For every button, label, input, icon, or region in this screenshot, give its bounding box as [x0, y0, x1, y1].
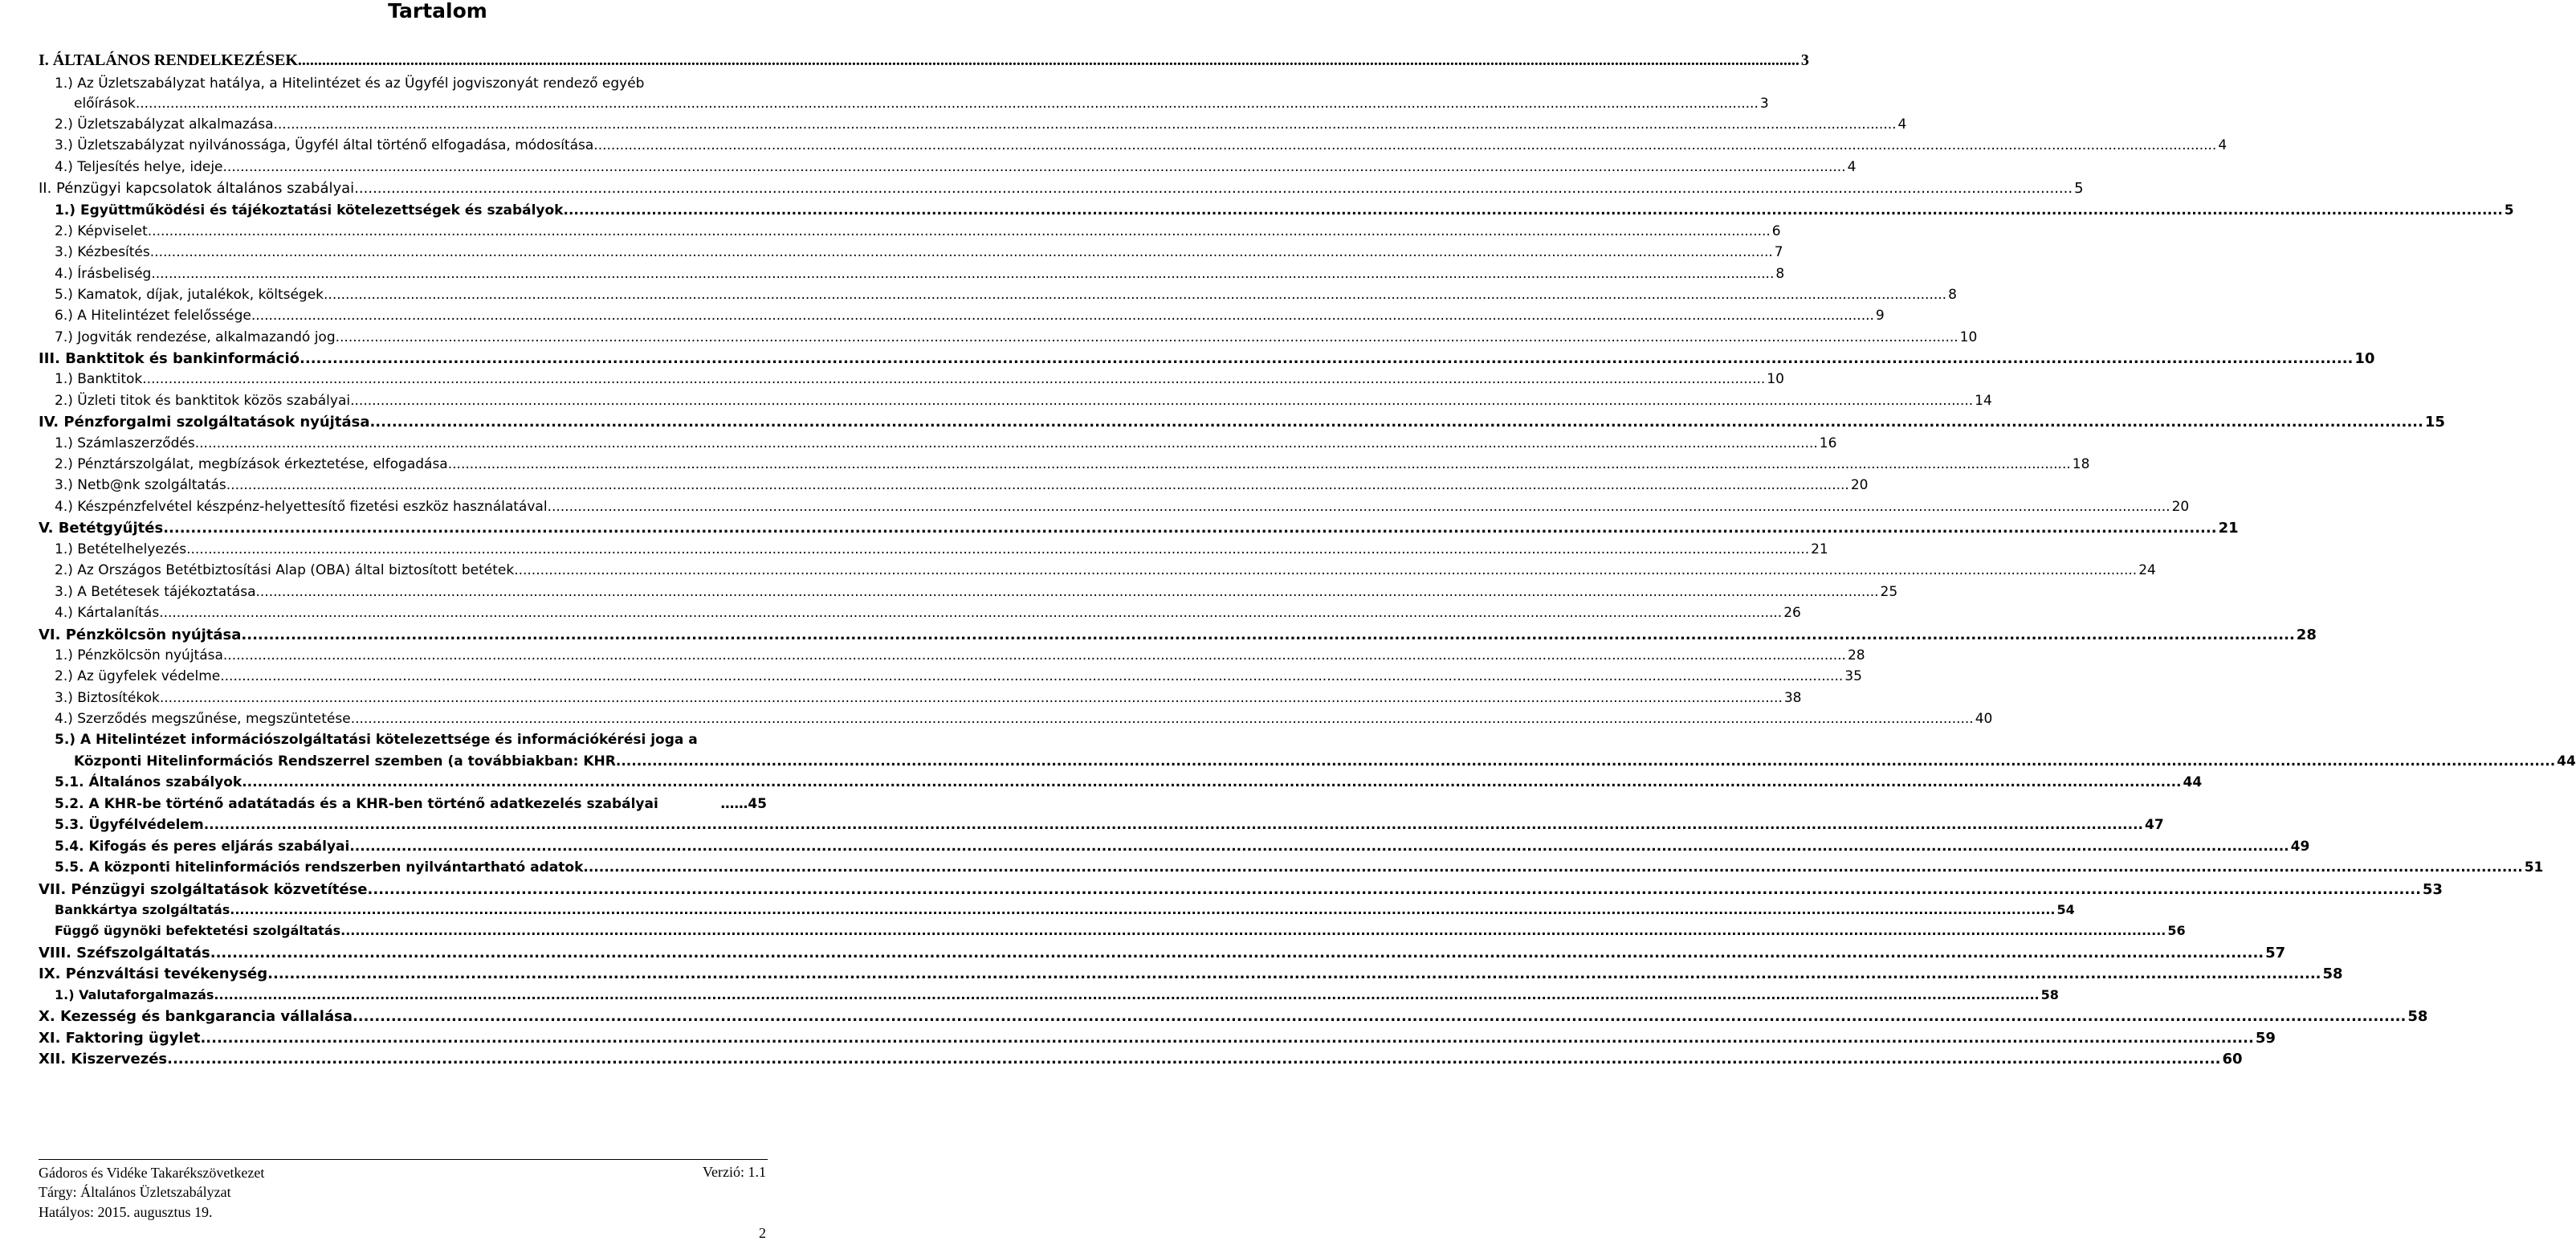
toc-leader-dots: [274, 116, 1897, 133]
toc-leader-dots: [223, 647, 1846, 663]
toc-entry: [55, 902, 2075, 917]
toc-entry-title: 3.) Biztosítékok: [55, 690, 160, 706]
toc-entry-page: 3: [1800, 51, 1809, 69]
toc-entry-title: VIII. Széfszolgáltatás: [39, 945, 210, 961]
toc-entry: [55, 266, 1785, 282]
toc-entry-title: 5.3. Ügyfélvédelem: [55, 817, 204, 833]
toc-entry-title: IX. Pénzváltási tevékenység: [39, 965, 268, 982]
toc-entry-page: 20: [1850, 477, 1869, 493]
toc-entry-page: 28: [1847, 647, 1865, 663]
toc-entry-title: III. Banktitok és bankinformáció: [39, 350, 300, 367]
toc-entry-page: 25: [1880, 584, 1898, 600]
toc-entry-title: 3.) Kézbesítés: [55, 244, 150, 260]
toc-entry-page: ……45: [720, 796, 767, 812]
toc-entry: [39, 945, 2286, 961]
toc-leader-dots: [251, 308, 1874, 324]
toc-leader-dots: [616, 753, 2555, 770]
footer-effective-date: Hatályos: 2015. augusztus 19.: [39, 1204, 213, 1220]
toc-leader-dots: [298, 51, 1800, 70]
toc-leader-dots: [349, 839, 2289, 855]
toc-entry-title: I. ÁLTALÁNOS RENDELKEZÉSEK: [39, 51, 298, 69]
toc-entry-title: 2.) Üzleti titok és banktitok közös szabályai: [55, 393, 351, 409]
toc-entry-title: 4.) Szerződés megszűnése, megszüntetése: [55, 711, 351, 727]
toc-leader-dots: [340, 923, 2166, 938]
toc-entry-page: 53: [2422, 881, 2443, 898]
toc-entry-page: 6: [1771, 223, 1781, 239]
toc-entry-title: VI. Pénzkölcsön nyújtása: [39, 627, 242, 643]
toc-entry-title: 2.) Az Országos Betétbiztosítási Alap (OBA) által biztosított betétek: [55, 562, 515, 578]
toc-entry-title: 4.) Kártalanítás: [55, 605, 160, 621]
toc-leader-dots: [583, 859, 2522, 876]
toc-entry-page: 51: [2524, 859, 2544, 876]
toc-entry-title: IV. Pénzforgalmi szolgáltatások nyújtása: [39, 414, 370, 431]
toc-leader-dots: [448, 456, 2071, 472]
toc-entry: [55, 159, 1857, 175]
toc-entry-title: 2.) Képviselet: [55, 223, 148, 239]
toc-entry: [39, 520, 2239, 537]
toc-entry: [55, 839, 2310, 855]
toc-entry-page: 4: [1897, 116, 1907, 133]
toc-entry-title: 3.) Netb@nk szolgáltatás: [55, 477, 226, 493]
toc-entry: [55, 987, 2059, 1002]
toc-entry: [55, 116, 1907, 133]
toc-entry-page: 10: [1959, 329, 1978, 345]
toc-entry-page: 9: [1875, 308, 1885, 324]
toc-entry-title: 3.) Üzletszabályzat nyilvánossága, Ügyfél által történő elfogadása, módosítása: [55, 137, 594, 153]
toc-leader-dots: [336, 329, 1958, 345]
footer-page-number: 2: [759, 1225, 766, 1241]
toc-entry: [55, 541, 1828, 557]
toc-entry-page: 54: [2056, 902, 2075, 917]
toc-leader-dots: [593, 137, 2216, 153]
toc-entry-page: 58: [2322, 965, 2343, 982]
toc-leader-dots: [514, 562, 2137, 578]
toc-entry-title: 5.) A Hitelintézet információszolgáltatási kötelezettsége és információkérési joga a: [55, 732, 698, 748]
toc-entry: [39, 881, 2443, 898]
toc-entry: [55, 668, 1862, 684]
toc-entry-title: 2.) Üzletszabályzat alkalmazása: [55, 116, 274, 133]
toc-entry-page: 5: [2504, 202, 2514, 218]
toc-entry-page: 40: [1975, 711, 1993, 727]
toc-leader-dots: [204, 817, 2143, 833]
toc-entry-title: 5.2. A KHR-be történő adatátadás és a KHR-ben történő adatkezelés szabályai: [55, 796, 658, 812]
toc-entry-page: 15: [2424, 414, 2445, 431]
toc-leader-dots: [151, 266, 1774, 282]
toc-entry: [74, 96, 1769, 112]
toc-entry-title: VII. Pénzügyi szolgáltatások közvetítése: [39, 881, 368, 898]
toc-entry-page: 4: [1847, 159, 1857, 175]
toc-entry: [39, 1030, 2276, 1047]
toc-entry: [74, 753, 2576, 770]
page-title: Tartalom: [388, 0, 487, 22]
toc-leader-dots: [267, 965, 2321, 982]
toc-entry: [55, 223, 1781, 239]
toc-leader-dots: [350, 393, 1973, 409]
toc-entry-title: 1.) Az Üzletszabályzat hatálya, a Hitelintézet és az Ügyfél jogviszonyát rendező egyéb: [55, 76, 645, 92]
toc-entry-page: 10: [2354, 350, 2375, 367]
toc-entry-title: XI. Faktoring ügylet: [39, 1030, 201, 1047]
toc-entry-page: 4: [2218, 137, 2228, 153]
toc-leader-dots: [369, 414, 2423, 431]
toc-entry-page: 44: [2557, 753, 2576, 770]
toc-entry: [55, 796, 767, 812]
footer-organization: Gádoros és Vidéke Takarékszövetkezet: [39, 1165, 265, 1181]
toc-leader-dots: [195, 435, 1818, 451]
toc-entry-page: 10: [1767, 371, 1784, 387]
toc-leader-dots: [163, 520, 2216, 537]
toc-entry-title: 3.) A Betétesek tájékoztatása: [55, 584, 256, 600]
toc-entry-page: 8: [1948, 287, 1957, 303]
toc-leader-dots: [186, 541, 1809, 557]
toc-entry: [39, 350, 2375, 367]
toc-entry: [55, 647, 1865, 663]
toc-entry-title: 5.1. Általános szabályok: [55, 774, 243, 790]
toc-leader-dots: [256, 584, 1879, 600]
toc-entry: [55, 584, 1898, 600]
toc-leader-dots: [563, 202, 2502, 218]
toc-entry-title: 4.) Teljesítés helye, ideje: [55, 159, 223, 175]
toc-entry: [55, 393, 1992, 409]
toc-entry-page: 14: [1975, 393, 1992, 409]
toc-leader-dots: [200, 1030, 2253, 1047]
toc-leader-dots: [324, 287, 1946, 303]
toc-entry-page: 38: [1783, 690, 1802, 706]
toc-entry-page: 7: [1774, 244, 1783, 260]
toc-entry-title: 1.) Együttműködési és tájékoztatási kötelezettségek és szabályok: [55, 202, 564, 218]
toc-entry-title: 5.) Kamatok, díjak, jutalékok, költségek: [55, 287, 324, 303]
toc-entry-page: 57: [2265, 945, 2286, 961]
toc-entry: [55, 244, 1783, 260]
toc-entry-page: 21: [2218, 520, 2239, 537]
toc-entry: [55, 499, 2190, 515]
toc-entry-title: Függő ügynöki befektetési szolgáltatás: [55, 923, 341, 938]
toc-entry-title: 1.) Számlaszerződés: [55, 435, 195, 451]
toc-entry-title: 1.) Betételhelyezés: [55, 541, 187, 557]
toc-entry: [39, 965, 2343, 982]
toc-entry: [55, 732, 767, 748]
toc-entry: [55, 287, 1957, 303]
toc-entry-page: 58: [2407, 1008, 2428, 1025]
toc-entry-title: 4.) Készpénzfelvétel készpénz-helyettesítő fizetési eszköz használatával: [55, 499, 548, 515]
toc-leader-dots: [160, 690, 1783, 706]
toc-leader-dots: [368, 881, 2421, 898]
toc-entry-title: 4.) Írásbeliség: [55, 266, 152, 282]
toc-leader-dots: [242, 774, 2181, 790]
toc-leader-dots: [548, 499, 2170, 515]
toc-entry-title: II. Pénzügyi kapcsolatok általános szabályai: [39, 180, 355, 197]
toc-entry: [55, 562, 2156, 578]
toc-entry-page: 35: [1844, 668, 1862, 684]
toc-leader-dots: [159, 605, 1782, 621]
toc-entry-page: 8: [1775, 266, 1785, 282]
toc-entry: [39, 1051, 2243, 1068]
toc-entry: [55, 923, 2186, 938]
footer-divider: [39, 1159, 768, 1160]
toc-entry: [55, 817, 2164, 833]
toc-leader-dots: [150, 244, 1773, 260]
toc-entry-page: 59: [2255, 1030, 2276, 1047]
toc-entry-page: 44: [2183, 774, 2203, 790]
toc-entry: [55, 202, 2514, 218]
toc-entry: [55, 329, 1978, 345]
toc-entry-title: Bankkártya szolgáltatás: [55, 902, 230, 917]
footer-subject: Tárgy: Általános Üzletszabályzat: [39, 1184, 231, 1200]
toc-entry: [55, 371, 1784, 387]
toc-entry-title: előírások: [74, 96, 136, 112]
toc-entry-title: V. Betétgyűjtés: [39, 520, 164, 537]
toc-leader-dots: [241, 627, 2294, 643]
toc-entry: [55, 76, 767, 92]
toc-entry: [55, 774, 2203, 790]
toc-entry-page: 60: [2222, 1051, 2243, 1068]
toc-leader-dots: [230, 902, 2055, 917]
toc-entry: [39, 627, 2317, 643]
toc-leader-dots: [223, 159, 1846, 175]
toc-entry-page: 16: [1819, 435, 1837, 451]
toc-entry-page: 24: [2138, 562, 2156, 578]
toc-entry: [55, 690, 1802, 706]
toc-entry-page: 26: [1783, 605, 1801, 621]
toc-entry-title: X. Kezesség és bankgarancia vállalása: [39, 1008, 353, 1025]
toc-leader-dots: [351, 711, 1974, 727]
toc-entry-title: Központi Hitelinformációs Rendszerrel szemben (a továbbiakban: KHR: [74, 753, 616, 770]
toc-entry-page: 21: [1811, 541, 1828, 557]
toc-leader-dots: [220, 668, 1843, 684]
toc-entry-page: 58: [2040, 987, 2059, 1002]
toc-leader-dots: [214, 987, 2039, 1002]
toc-entry-title: 2.) Pénztárszolgálat, megbízások érkeztetése, elfogadása: [55, 456, 448, 472]
toc-leader-dots: [210, 945, 2264, 961]
toc-leader-dots: [226, 477, 1849, 493]
toc-entry: [39, 414, 2445, 431]
toc-entry: [55, 456, 2090, 472]
toc-entry: [55, 137, 2228, 153]
toc-entry-title: 1.) Banktitok: [55, 371, 143, 387]
footer-version: Verzió: 1.1: [703, 1164, 766, 1180]
toc-leader-dots: [354, 180, 2073, 197]
toc-leader-dots: [167, 1051, 2220, 1068]
toc-entry: [55, 605, 1801, 621]
toc-entry-title: 2.) Az ügyfelek védelme: [55, 668, 221, 684]
toc-entry-page: 28: [2296, 627, 2317, 643]
toc-entry-page: 47: [2144, 817, 2164, 833]
toc-entry-page: 18: [2072, 456, 2090, 472]
toc-entry-page: 3: [1759, 96, 1769, 112]
toc-entry: [55, 308, 1885, 324]
toc-entry-page: 56: [2167, 923, 2186, 938]
toc-entry-page: 20: [2171, 499, 2190, 515]
toc-entry: [55, 435, 1837, 451]
toc-entry: [55, 859, 2544, 876]
toc-entry-title: 1.) Pénzkölcsön nyújtása: [55, 647, 223, 663]
toc-entry-title: 7.) Jogviták rendezése, alkalmazandó jog: [55, 329, 336, 345]
toc-entry: [39, 180, 2084, 197]
toc-entry-title: 6.) A Hitelintézet felelőssége: [55, 308, 251, 324]
toc-entry-page: 49: [2290, 839, 2310, 855]
toc-leader-dots: [142, 371, 1765, 387]
toc-entry-page: 5: [2074, 180, 2084, 197]
toc-entry-title: 1.) Valutaforgalmazás: [55, 987, 214, 1002]
toc-entry: [55, 711, 1993, 727]
toc-entry: [55, 477, 1869, 493]
toc-entry: [39, 51, 1809, 70]
toc-leader-dots: [136, 96, 1759, 112]
toc-entry-title: 5.4. Kifogás és peres eljárás szabályai: [55, 839, 350, 855]
toc-leader-dots: [353, 1008, 2406, 1025]
toc-entry: [39, 1008, 2428, 1025]
toc-entry-title: XII. Kiszervezés: [39, 1051, 168, 1068]
toc-entry-title: 5.5. A központi hitelinformációs rendszerben nyilvántartható adatok: [55, 859, 584, 876]
toc-leader-dots: [148, 223, 1771, 239]
toc-leader-dots: [300, 350, 2353, 367]
